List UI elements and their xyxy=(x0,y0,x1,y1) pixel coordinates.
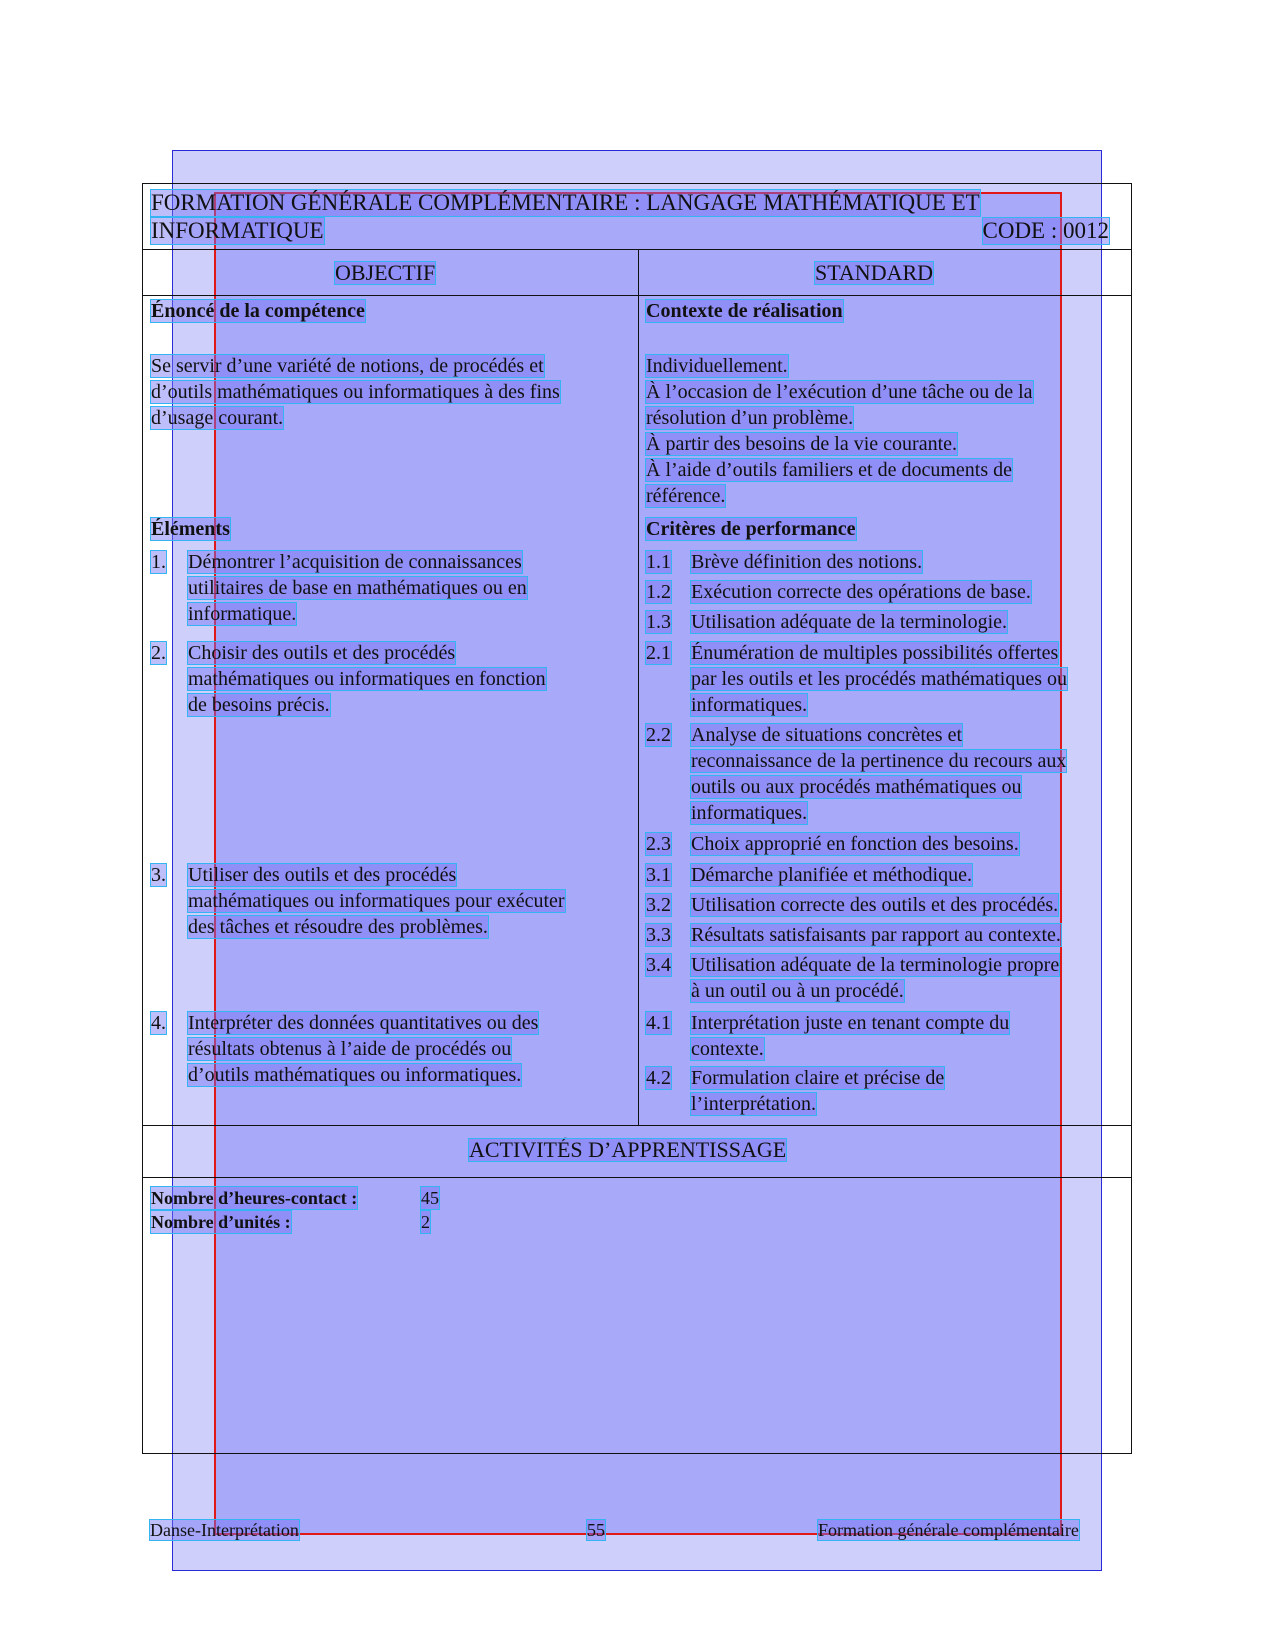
divider xyxy=(143,295,1131,296)
context-text: résolution d’un problème. xyxy=(646,407,854,429)
criterion-number: 4.1 xyxy=(646,1012,671,1034)
criterion-text: Utilisation adéquate de la terminologie propre xyxy=(691,954,1060,976)
activities-heading: ACTIVITÉS D’APPRENTISSAGE xyxy=(469,1137,787,1162)
course-title-line1: FORMATION GÉNÉRALE COMPLÉMENTAIRE : LANGAGE MATHÉMATIQUE ET xyxy=(151,190,980,215)
units-value: 2 xyxy=(421,1212,430,1232)
criterion-number: 2.2 xyxy=(646,724,671,746)
criterion-text: Interprétation juste en tenant compte du xyxy=(691,1012,1010,1034)
competence-text: d’usage courant. xyxy=(151,407,284,429)
element-text: de besoins précis. xyxy=(188,694,330,716)
hours-label: Nombre d’heures-contact : xyxy=(151,1188,358,1208)
criterion-text: informatiques. xyxy=(691,694,808,716)
course-title-line2: INFORMATIQUE xyxy=(151,218,324,243)
element-text: des tâches et résoudre des problèmes. xyxy=(188,916,488,938)
element-text: résultats obtenus à l’aide de procédés ou xyxy=(188,1038,512,1060)
course-code: CODE : 0012 xyxy=(982,218,1109,243)
element-text: Démontrer l’acquisition de connaissances xyxy=(188,551,522,573)
competence-heading: Énoncé de la compétence xyxy=(151,300,365,322)
element-text: mathématiques ou informatiques en fonction xyxy=(188,668,546,690)
element-number: 2. xyxy=(151,642,166,664)
competence-text: Se servir d’une variété de notions, de procédés et xyxy=(151,355,544,377)
elements-heading: Éléments xyxy=(151,518,230,540)
criterion-text: Exécution correcte des opérations de base. xyxy=(691,581,1031,603)
footer-page-number: 55 xyxy=(587,1520,605,1540)
divider xyxy=(143,249,1131,250)
criterion-text: à un outil ou à un procédé. xyxy=(691,980,904,1002)
criterion-number: 1.3 xyxy=(646,611,671,633)
criterion-number: 1.1 xyxy=(646,551,671,573)
criterion-number: 4.2 xyxy=(646,1067,671,1089)
element-text: Interpréter des données quantitatives ou des xyxy=(188,1012,539,1034)
element-number: 4. xyxy=(151,1012,166,1034)
element-text: Choisir des outils et des procédés xyxy=(188,642,456,664)
criterion-text: reconnaissance de la pertinence du recours aux xyxy=(691,750,1067,772)
criterion-text: Analyse de situations concrètes et xyxy=(691,724,963,746)
criterion-text: contexte. xyxy=(691,1038,764,1060)
context-text: À l’occasion de l’exécution d’une tâche ou de la xyxy=(646,381,1033,403)
criterion-text: l’interprétation. xyxy=(691,1093,816,1115)
column-header-objective: OBJECTIF xyxy=(335,260,436,285)
criterion-text: Énumération de multiples possibilités offertes xyxy=(691,642,1059,664)
element-number: 1. xyxy=(151,551,166,573)
footer-section: Formation générale complémentaire xyxy=(818,1520,1079,1540)
divider xyxy=(143,1125,1131,1126)
element-text: utilitaires de base en mathématiques ou en xyxy=(188,577,527,599)
column-header-standard: STANDARD xyxy=(815,260,934,285)
divider xyxy=(143,1177,1131,1178)
criterion-number: 3.2 xyxy=(646,894,671,916)
units-label: Nombre d’unités : xyxy=(151,1212,291,1232)
element-number: 3. xyxy=(151,864,166,886)
criterion-number: 3.4 xyxy=(646,954,671,976)
criterion-text: Démarche planifiée et méthodique. xyxy=(691,864,972,886)
criterion-text: Utilisation adéquate de la terminologie. xyxy=(691,611,1008,633)
criterion-text: informatiques. xyxy=(691,802,808,824)
element-text: mathématiques ou informatiques pour exécuter xyxy=(188,890,565,912)
hours-value: 45 xyxy=(421,1188,439,1208)
context-heading: Contexte de réalisation xyxy=(646,300,843,322)
criterion-number: 2.1 xyxy=(646,642,671,664)
criteria-heading: Critères de performance xyxy=(646,518,856,540)
footer-program: Danse-Interprétation xyxy=(150,1520,299,1540)
criterion-text: Utilisation correcte des outils et des procédés. xyxy=(691,894,1059,916)
criterion-number: 2.3 xyxy=(646,833,671,855)
element-text: Utiliser des outils et des procédés xyxy=(188,864,457,886)
context-text: À partir des besoins de la vie courante. xyxy=(646,433,958,455)
criterion-text: Choix approprié en fonction des besoins. xyxy=(691,833,1019,855)
criterion-text: Brève définition des notions. xyxy=(691,551,923,573)
criterion-text: par les outils et les procédés mathématiques ou xyxy=(691,668,1068,690)
competence-text: d’outils mathématiques ou informatiques à des fins xyxy=(151,381,560,403)
element-text: informatique. xyxy=(188,603,297,625)
criterion-text: Formulation claire et précise de xyxy=(691,1067,945,1089)
criterion-number: 3.3 xyxy=(646,924,671,946)
criterion-text: outils ou aux procédés mathématiques ou xyxy=(691,776,1022,798)
criterion-text: Résultats satisfaisants par rapport au contexte. xyxy=(691,924,1061,946)
element-text: d’outils mathématiques ou informatiques. xyxy=(188,1064,522,1086)
competency-sheet xyxy=(142,183,1132,1454)
context-text: À l’aide d’outils familiers et de documents de xyxy=(646,459,1013,481)
context-text: référence. xyxy=(646,485,726,507)
context-text: Individuellement. xyxy=(646,355,788,377)
criterion-number: 3.1 xyxy=(646,864,671,886)
criterion-number: 1.2 xyxy=(646,581,671,603)
column-divider xyxy=(638,249,639,1125)
